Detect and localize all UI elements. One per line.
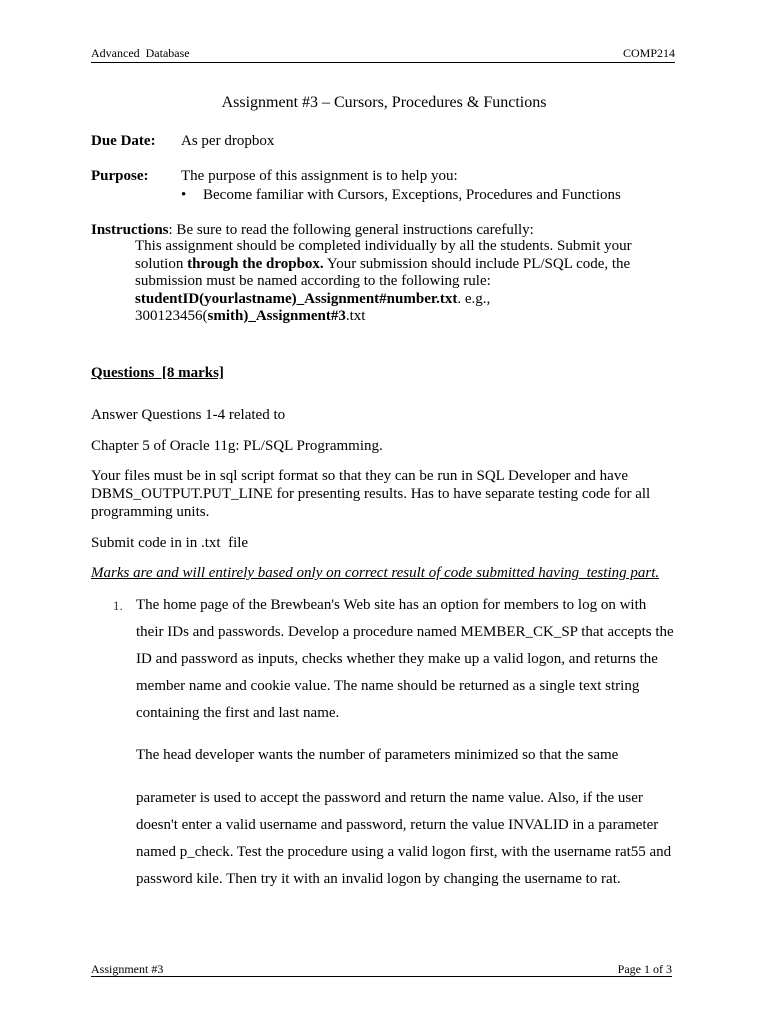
questions-marks-note: Marks are and will entirely based only on correct result of code submitted having testing part. bbox=[91, 565, 660, 581]
instructions-body-part: . e.g., 300123456( bbox=[135, 290, 491, 324]
questions-chapter: Chapter 5 of Oracle 11g: PL/SQL Programming. bbox=[91, 438, 383, 454]
bullet-icon: • bbox=[181, 187, 187, 203]
question-1-text: The home page of the Brewbean's Web site has an option for members to log on with their IDs and passwords. Develop a procedure named MEMBER_CK_SP that accepts the ID and password as inputs, checks whether they make up a valid logon, and returns the member name and cookie value. The name should be returned as a single text string containing the first and last name. bbox=[136, 597, 674, 721]
instructions-body bbox=[135, 238, 655, 326]
instructions-body-part: This assignment should be completed individually by all the students. Submit your solution bbox=[135, 238, 632, 272]
page-footer bbox=[91, 963, 672, 977]
questions-heading: Questions [8 marks] bbox=[91, 365, 224, 381]
footer-assignment: Assignment #3 bbox=[91, 962, 164, 976]
header-course-code: COMP214 bbox=[622, 46, 675, 60]
header-course-name: Advanced Database bbox=[91, 46, 190, 60]
purpose-label: Purpose: bbox=[91, 168, 149, 184]
question-number: 1. bbox=[113, 598, 123, 613]
instructions-label: Instructions bbox=[91, 222, 169, 238]
page-header bbox=[91, 46, 675, 63]
due-date-value: As per dropbox bbox=[181, 133, 275, 149]
instructions-body-part: Your submission should include PL/SQL code, the submission must be named according to the following rule: bbox=[135, 255, 631, 289]
purpose-bullet-text: Become familiar with Cursors, Exceptions, Procedures and Functions bbox=[203, 187, 621, 203]
questions-intro: Answer Questions 1-4 related to bbox=[91, 407, 286, 423]
footer-page-number: Page 1 of 3 bbox=[617, 962, 672, 976]
questions-file-requirements: Your files must be in sql script format so that they can be run in SQL Developer and have DBMS_OUTPUT.PUT_LINE for presenting results. Has to have separate testing code for all programming units. bbox=[91, 468, 651, 520]
purpose-text: The purpose of this assignment is to help you: bbox=[181, 168, 458, 184]
due-date-label: Due Date: bbox=[91, 133, 156, 149]
instructions-body-bold: studentID(yourlastname)_Assignment#number.txt bbox=[135, 290, 458, 307]
question-1-text: The head developer wants the number of parameters minimized so that the same bbox=[136, 747, 619, 763]
instructions-text: : Be sure to read the following general instructions carefully: bbox=[168, 222, 534, 238]
questions-submit-note: Submit code in in .txt file bbox=[91, 535, 249, 551]
instructions-line bbox=[91, 221, 681, 239]
instructions-body-part: .txt bbox=[345, 308, 366, 324]
instructions-body-bold: smith)_Assignment#3 bbox=[207, 308, 346, 324]
assignment-title: Assignment #3 – Cursors, Procedures & Functions bbox=[221, 94, 547, 111]
question-1-text: parameter is used to accept the password and return the name value. Also, if the user doesn't enter a valid username and password, return the value INVALID in a parameter named p_check. Test the procedure using a valid logon first, with the username rat55 and password kile. Then try it with an invalid logon by changing the username to rat. bbox=[136, 790, 672, 887]
instructions-body-bold: through the dropbox. bbox=[187, 255, 324, 272]
